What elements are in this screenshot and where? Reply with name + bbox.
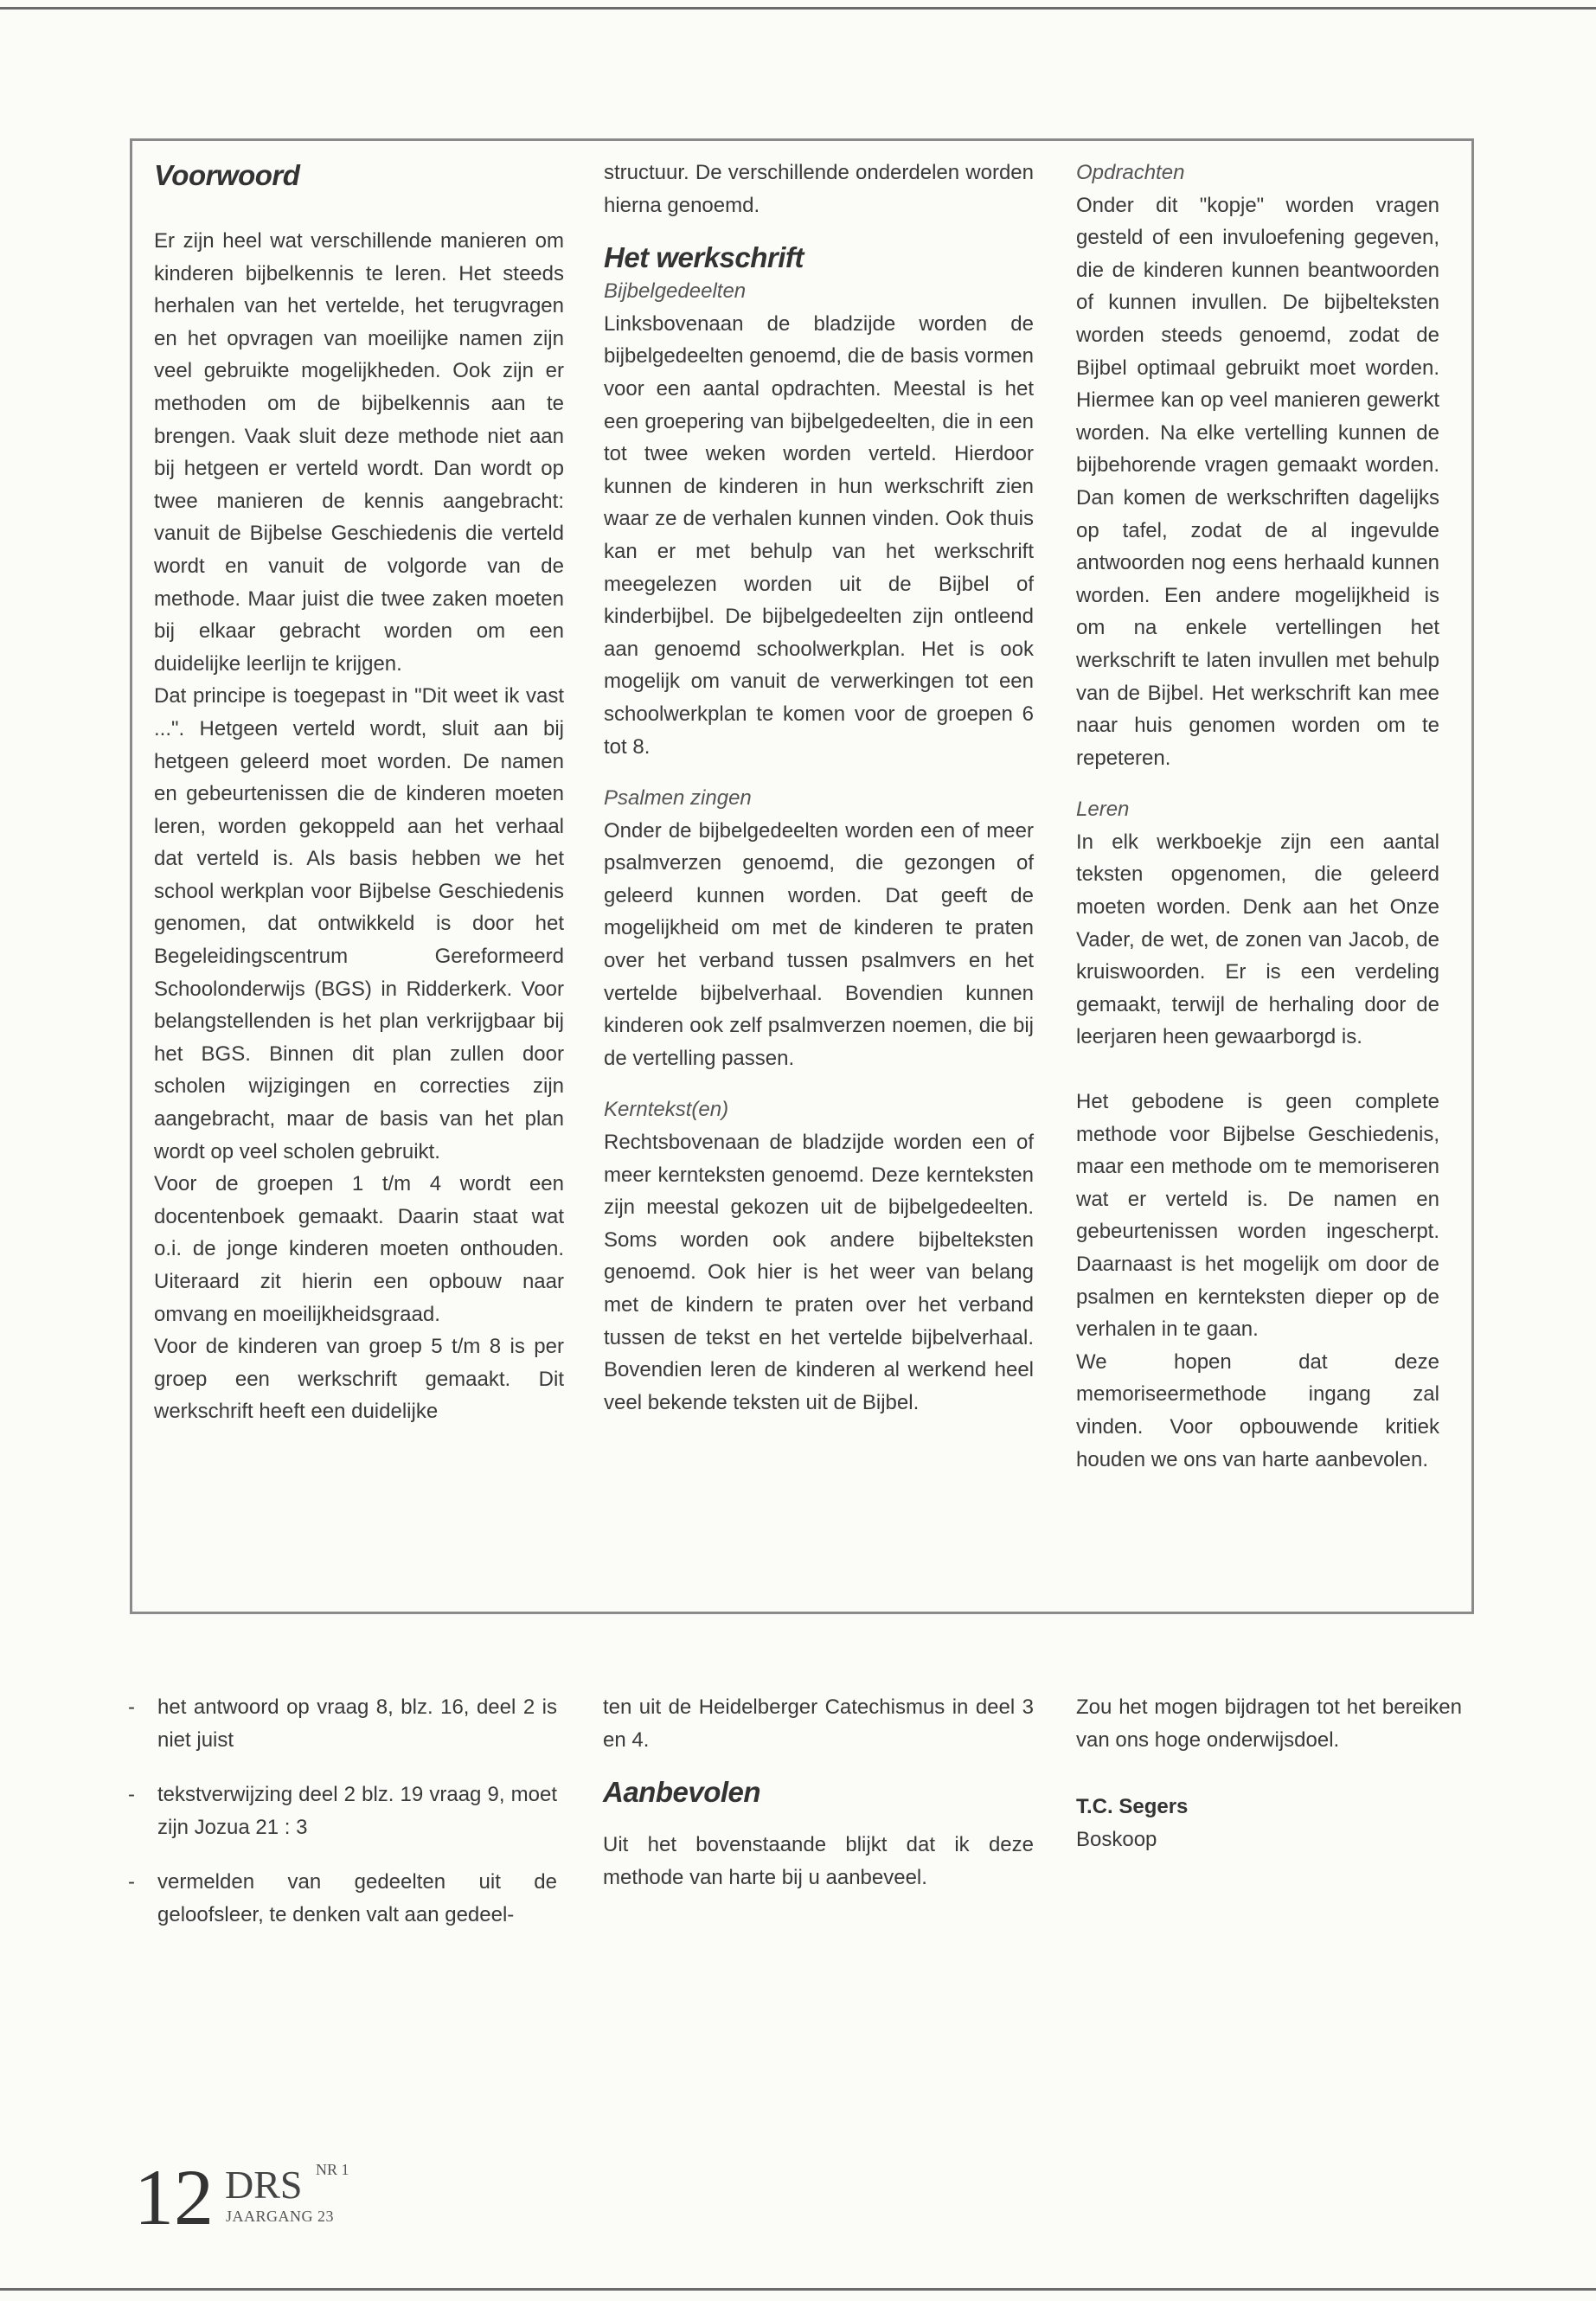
conclusion-paragraph: Het gebodene is geen complete methode voor Bijbelse Geschiedenis, maar een methode om te memoriseren wat er verteld is. De namen en gebeurtenissen worden ingescherpt. Daarnaast is het mogelijk om door de psalmen en kernteksten dieper op de verhalen in te gaan. xyxy=(1076,1090,1439,1342)
aanbevolen-text: Uit het bovenstaande blijkt dat ik deze methode van harte bij u aanbeveel. xyxy=(603,1833,1034,1889)
hope-paragraph: We hopen dat deze memoriseermethode ingang zal vinden. Voor opbouwende kritiek houden we ons van harte aanbevolen. xyxy=(1076,1349,1439,1471)
list-item: - vermelden van gedeelten uit de geloofsleer, te denken valt aan gedeel- xyxy=(128,1870,557,1926)
heading-aanbevolen: Aanbevolen xyxy=(603,1776,761,1809)
heading-voorwoord: Voorwoord xyxy=(154,159,300,191)
lower-column-3 xyxy=(1076,1691,1462,1856)
list-item: - het antwoord op vraag 8, blz. 16, deel 2 is niet juist xyxy=(128,1695,557,1752)
issue-number: NR 1 xyxy=(316,2161,349,2178)
psalmen-text: Onder de bijbelgedeelten worden een of meer psalmverzen genoemd, die gezongen of geleerd kunnen worden. Dat geeft de mogelijkheid om met de kinderen te praten over het verband tussen psalmvers en het vertelde bijbelverhaal. Bovendien kunnen kinderen ook zelf psalmverzen noemen, die bij de vertelling passen. xyxy=(604,818,1034,1070)
subheading-leren: Leren xyxy=(1076,798,1130,822)
voorwoord-paragraph-2: Dat principe is toegepast in "Dit weet ik vast ...". Hetgeen verteld wordt, sluit aan bij hetgeen geleerd moet worden. De namen en gebeurtenissen die de kinderen moeten leren, worden gekoppeld aan het verhaal dat verteld is. Als basis hebben we het school werkplan voor Bijbelse Geschiedenis genomen, dat ontwikkeld is door het Begeleidingscentrum Gereformeerd Schoolonderwijs (BGS) in Ridderkerk. Voor belangstellenden is het plan verkrijgbaar bij het BGS. Binnen dit plan zullen door scholen wijzigingen en correcties zijn aangebracht, maar de basis van het plan wordt op veel scholen gebruikt. xyxy=(154,684,564,1163)
closing-paragraph: Zou het mogen bijdragen tot het bereiken van ons hoge onderwijsdoel. xyxy=(1076,1695,1462,1752)
heading-werkschrift: Het werkschrift xyxy=(604,241,804,274)
box-column-3 xyxy=(1076,157,1439,1476)
subheading-bijbelgedeelten: Bijbelgedeelten xyxy=(604,279,747,304)
structure-paragraph: structuur. De verschillende onderdelen worden hierna genoemd. xyxy=(604,161,1034,217)
author-name: T.C. Segers xyxy=(1076,1795,1189,1819)
top-rule xyxy=(0,7,1596,10)
catechismus-paragraph: ten uit de Heidelberger Catechismus in deel 3 en 4. xyxy=(603,1695,1034,1752)
subheading-kerntekst: Kerntekst(en) xyxy=(604,1098,729,1122)
box-column-2 xyxy=(604,157,1034,1419)
author-place: Boskoop xyxy=(1076,1827,1157,1851)
lower-column-1 xyxy=(128,1691,557,1954)
leren-text: In elk werkboekje zijn een aantal teksten opgenomen, die geleerd moeten worden. Denk aan het Onze Vader, de wet, de zonen van Jacob, de kruiswoorden. Er is een verdeling gemaakt, terwijl de herhaling door de leerjaren heen gewaarborgd is. xyxy=(1076,830,1439,1049)
voorwoord-paragraph-4: Voor de kinderen van groep 5 t/m 8 is per groep een werkschrift gemaakt. Dit werkschrift heeft een duidelijke xyxy=(154,1335,564,1424)
opdrachten-text: Onder dit "kopje" worden vragen gesteld of een invuloefening gegeven, die de kinderen kunnen beantwoorden of kunnen invullen. De bijbelteksten worden steeds genoemd, zodat de Bijbel optimaal gebruikt moet worden. Hiermee kan op veel manieren gewerkt worden. Na elke vertelling kunnen de bijbehorende vragen gemaakt worden. Dan komen de werkschriften dagelijks op tafel, zodat de al ingevulde antwoorden nog eens herhaald kunnen worden. Een andere mogelijkheid is om na enkele vertellingen het werkschrift te laten invullen met behulp van de Bijbel. Het werkschrift kan mee naar huis genomen worden om te repeteren. xyxy=(1076,193,1439,770)
list-item: - tekstverwijzing deel 2 blz. 19 vraag 9, moet zijn Jozua 21 : 3 xyxy=(128,1783,557,1839)
bottom-rule xyxy=(0,2288,1596,2291)
article-box xyxy=(130,138,1474,1614)
box-column-1 xyxy=(154,158,564,1428)
page-number: 12 xyxy=(134,2153,214,2241)
volume-label: JAARGANG 23 xyxy=(226,2208,335,2225)
subheading-opdrachten: Opdrachten xyxy=(1076,161,1185,184)
voorwoord-paragraph-1: Er zijn heel wat verschillende manieren om kinderen bijbelkennis te leren. Het steeds herhalen van het vertelde, het terugvragen en het opvragen van moeilijke namen zijn veel gebruikte mogelijkheden. Ook zijn er methoden om de bijbelkennis aan te brengen. Vaak sluit deze methode niet aan bij hetgeen er verteld wordt. Dan wordt op twee manieren de kennis aangebracht: vanuit de Bijbelse Geschiedenis die verteld wordt en vanuit de volgorde van de methode. Maar juist die twee zaken moeten bij elkaar gebracht worden om een duidelijke leerlijn te krijgen. xyxy=(154,229,564,676)
lower-column-2 xyxy=(603,1691,1034,1894)
kerntekst-text: Rechtsbovenaan de bladzijde worden een of meer kernteksten genoemd. Deze kernteksten zijn meestal gekozen uit de bijbelgedeelten. Soms worden ook andere bijbelteksten genoemd. Ook hier is het weer van belang met de kindern te praten over het verband tussen de tekst en het vertelde bijbelverhaal. Bovendien leren de kinderen al werkend heel veel bekende teksten uit de Bijbel. xyxy=(604,1131,1034,1414)
bijbelgedeelten-text: Linksbovenaan de bladzijde worden de bijbelgedeelten genoemd, die de basis vormen voor een aantal opdrachten. Meestal is het een groepering van bijbelgedeelten, die in een tot twee weken worden verteld. Hierdoor kunnen de kinderen in hun werkschrift zien waar ze de verhalen kunnen vinden. Ook thuis kan er met behulp van het werkschrift meegelezen worden uit de Bijbel of kinderbijbel. De bijbelgedeelten zijn ontleend aan genoemd schoolwerkplan. Het is ook mogelijk om vanuit de verwerkingen tot een schoolwerkplan te komen voor de groepen 6 tot 8. xyxy=(604,311,1034,759)
voorwoord-paragraph-3: Voor de groepen 1 t/m 4 wordt een docentenboek gemaakt. Daarin staat wat o.i. de jonge kinderen moeten onthouden. Uiteraard zit hierin een opbouw naar omvang en moeilijkheidsgraad. xyxy=(154,1172,564,1326)
subheading-psalmen: Psalmen zingen xyxy=(604,786,752,811)
magazine-title: DRS xyxy=(225,2163,303,2207)
corrections-list xyxy=(128,1691,557,1932)
